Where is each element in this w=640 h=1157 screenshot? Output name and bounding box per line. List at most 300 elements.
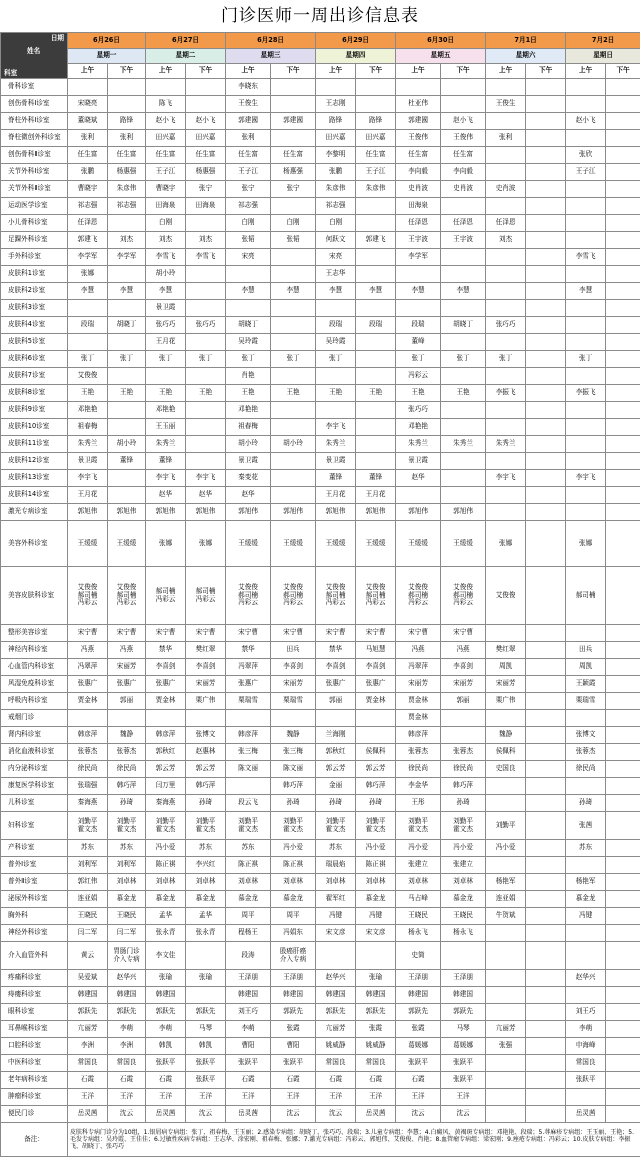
doctor-name: 冯小爱 <box>396 844 440 851</box>
doctor-cell <box>356 891 396 908</box>
doctor-cell <box>68 1055 108 1072</box>
doctor-name: 郭云芳 <box>316 765 355 772</box>
doctor-cell <box>606 300 640 317</box>
table-row <box>1 659 640 676</box>
doctor-cell <box>606 795 640 812</box>
doctor-cell <box>271 232 316 249</box>
doctor-name: 宋亮 <box>316 253 355 260</box>
doctor-name: 艾俊俊 <box>271 584 315 591</box>
doctor-cell <box>186 874 226 891</box>
dept-cell: 老年病科诊室 <box>1 1072 68 1089</box>
doctor-cell <box>396 874 441 891</box>
dept-cell: 呼吸内科诊室 <box>1 693 68 710</box>
doctor-cell <box>271 1038 316 1055</box>
doctor-name: 王艳 <box>146 389 185 396</box>
doctor-name: 韩建国 <box>271 991 315 998</box>
doctor-cell <box>486 1072 526 1089</box>
doctor-cell <box>186 96 226 113</box>
dept-cell: 泌尿外科诊室 <box>1 891 68 908</box>
doctor-cell <box>316 1106 356 1123</box>
doctor-cell <box>526 147 566 164</box>
doctor-name: 陈正祺 <box>226 861 270 868</box>
doctor-name: 韩建国 <box>316 991 355 998</box>
dept-cell: 皮肤科5诊室 <box>1 334 68 351</box>
doctor-cell <box>396 198 441 215</box>
doctor-name: 郭旭伟 <box>68 508 107 515</box>
doctor-name: 霍文杰 <box>356 826 395 833</box>
doctor-name: 石霞 <box>316 1076 355 1083</box>
doctor-cell <box>186 710 226 727</box>
doctor-name: 李慧 <box>396 287 440 294</box>
doctor-cell <box>226 908 271 925</box>
doctor-name: 苏东 <box>186 844 225 851</box>
doctor-cell <box>226 795 271 812</box>
doctor-cell <box>486 727 526 744</box>
doctor-cell <box>271 385 316 402</box>
doctor-name: 赵华兴 <box>316 974 355 981</box>
doctor-name: 石霞 <box>271 1076 315 1083</box>
doctor-cell <box>146 778 186 795</box>
doctor-cell <box>356 1004 396 1021</box>
dept-cell: 皮肤科8诊室 <box>1 385 68 402</box>
doctor-cell <box>606 840 640 857</box>
doctor-name: 张惠广 <box>316 680 355 687</box>
doctor-cell <box>486 300 526 317</box>
doctor-name: 杨永飞 <box>396 929 440 936</box>
doctor-cell <box>271 470 316 487</box>
doctor-cell <box>441 385 486 402</box>
doctor-cell <box>526 368 566 385</box>
doctor-name: 张巧巧 <box>186 321 225 328</box>
table-row <box>1 368 640 385</box>
table-row <box>1 113 640 130</box>
doctor-name: 王艳 <box>356 389 395 396</box>
doctor-cell <box>441 419 486 436</box>
doctor-cell <box>68 164 108 181</box>
doctor-cell <box>146 79 186 96</box>
doctor-name: 路锋 <box>108 117 145 124</box>
doctor-cell <box>526 164 566 181</box>
dept-cell: 皮肤科10诊室 <box>1 419 68 436</box>
doctor-name: 韩巧萍 <box>271 782 315 789</box>
table-row <box>1 795 640 812</box>
doctor-name: 慕金龙 <box>108 895 145 902</box>
doctor-cell <box>486 453 526 470</box>
doctor-cell <box>441 1072 486 1089</box>
doctor-name: 韩彦萍 <box>68 731 107 738</box>
doctor-name: 李萌 <box>146 1025 185 1032</box>
doctor-cell <box>566 942 606 970</box>
doctor-name: 张巧巧 <box>396 406 440 413</box>
doctor-name: 张蓉杰 <box>108 748 145 755</box>
doctor-cell <box>186 113 226 130</box>
doctor-name: 周平 <box>271 912 315 919</box>
doctor-cell <box>606 778 640 795</box>
doctor-cell <box>316 1055 356 1072</box>
doctor-cell <box>566 778 606 795</box>
doctor-name: 杨艳军 <box>486 878 525 885</box>
doctor-name: 刘利军 <box>68 861 107 868</box>
doctor-cell <box>186 567 226 625</box>
doctor-cell <box>356 198 396 215</box>
doctor-cell <box>108 385 146 402</box>
doctor-name: 任生富 <box>186 151 225 158</box>
doctor-cell <box>316 567 356 625</box>
dept-cell: 神经内科诊室 <box>1 642 68 659</box>
dept-cell: 康复医学科诊室 <box>1 778 68 795</box>
doctor-cell <box>486 1004 526 1021</box>
doctor-name: 郭跃先 <box>271 1008 315 1015</box>
pm-header: 下午 <box>441 64 486 79</box>
pm-header: 下午 <box>108 64 146 79</box>
dept-cell: 小儿骨科诊室 <box>1 215 68 232</box>
doctor-cell <box>441 891 486 908</box>
doctor-name: 冯小爱 <box>271 844 315 851</box>
doctor-cell <box>146 693 186 710</box>
doctor-cell <box>486 744 526 761</box>
doctor-name: 路锋 <box>356 117 395 124</box>
doctor-cell <box>316 147 356 164</box>
doctor-cell <box>108 908 146 925</box>
doctor-cell <box>226 147 271 164</box>
doctor-cell <box>566 1021 606 1038</box>
doctor-name: 张建立 <box>441 861 485 868</box>
doctor-cell <box>566 470 606 487</box>
doctor-cell <box>108 625 146 642</box>
doctor-cell <box>526 470 566 487</box>
table-row <box>1 96 640 113</box>
doctor-cell <box>68 795 108 812</box>
doctor-cell <box>526 676 566 693</box>
doctor-name: 王志刚 <box>316 100 355 107</box>
doctor-cell <box>316 79 356 96</box>
doctor-name: 吴玲霞 <box>226 338 270 345</box>
doctor-name: 郭跃先 <box>441 1008 485 1015</box>
doctor-name: 刘勤平 <box>186 818 225 825</box>
doctor-name: 李慧 <box>316 287 355 294</box>
doctor-cell <box>186 215 226 232</box>
doctor-cell <box>526 266 566 283</box>
doctor-name: 瑞晨焰 <box>316 861 355 868</box>
doctor-cell <box>316 470 356 487</box>
doctor-cell <box>441 874 486 891</box>
doctor-cell <box>606 113 640 130</box>
doctor-cell <box>441 761 486 778</box>
doctor-cell <box>68 470 108 487</box>
doctor-cell <box>271 1055 316 1072</box>
doctor-name: 张丁 <box>226 355 270 362</box>
doctor-cell <box>566 232 606 249</box>
doctor-name: 张鹏 <box>316 168 355 175</box>
pm-header: 下午 <box>271 64 316 79</box>
doctor-name: 郭旭伟 <box>271 508 315 515</box>
doctor-name: 宋晓亮 <box>68 100 107 107</box>
doctor-cell <box>68 419 108 436</box>
doctor-name: 朱秀兰 <box>146 440 185 447</box>
doctor-cell <box>316 693 356 710</box>
doctor-cell <box>146 402 186 419</box>
doctor-name: 张跃平 <box>226 1059 270 1066</box>
doctor-cell <box>316 891 356 908</box>
doctor-name: 祁志强 <box>316 202 355 209</box>
doctor-cell <box>146 317 186 334</box>
doctor-name: 肖艳 <box>226 372 270 379</box>
date-header: 6月29日 <box>316 33 396 49</box>
doctor-name: 冯翠萍 <box>226 663 270 670</box>
doctor-cell <box>146 625 186 642</box>
doctor-cell <box>226 659 271 676</box>
doctor-cell <box>486 470 526 487</box>
weekday-header: 星期二 <box>146 49 226 64</box>
dept-cell: 皮肤科2诊室 <box>1 283 68 300</box>
doctor-name: 张霞 <box>396 1025 440 1032</box>
doctor-cell <box>566 676 606 693</box>
doctor-cell <box>441 334 486 351</box>
doctor-cell <box>186 317 226 334</box>
doctor-name: 慕金龙 <box>441 895 485 902</box>
dept-cell: 普外Ⅰ诊室 <box>1 857 68 874</box>
doctor-name: 贾金林 <box>68 697 107 704</box>
doctor-cell <box>316 436 356 453</box>
doctor-name: 张娜 <box>186 540 225 547</box>
doctor-name: 白刚 <box>146 219 185 226</box>
doctor-name: 王洋 <box>226 1093 270 1100</box>
doctor-cell <box>146 1004 186 1021</box>
doctor-cell <box>146 1021 186 1038</box>
doctor-cell <box>486 385 526 402</box>
doctor-name: 张巧巧 <box>146 321 185 328</box>
doctor-name: 王泽朋 <box>226 974 270 981</box>
doctor-name: 郭旭伟 <box>146 508 185 515</box>
doctor-name: 宋宁曹 <box>271 629 315 636</box>
doctor-cell <box>226 164 271 181</box>
doctor-name: 王宇波 <box>396 236 440 243</box>
doctor-cell <box>486 625 526 642</box>
doctor-name: 连亚娟 <box>486 895 525 902</box>
pm-header: 下午 <box>606 64 640 79</box>
table-row <box>1 891 640 908</box>
doctor-name: 张利 <box>108 134 145 141</box>
doctor-cell <box>108 504 146 521</box>
weekday-header: 星期日 <box>566 49 640 64</box>
doctor-cell <box>68 1038 108 1055</box>
doctor-name: 张瑞强 <box>68 782 107 789</box>
dept-cell: 中医科诊室 <box>1 1055 68 1072</box>
doctor-name: 霍文杰 <box>441 826 485 833</box>
doctor-name: 张鹏 <box>68 168 107 175</box>
doctor-name: 艾俊俊 <box>108 584 145 591</box>
doctor-name: 郝司楠 <box>316 592 355 599</box>
doctor-cell <box>441 147 486 164</box>
doctor-cell <box>271 521 316 567</box>
doctor-cell <box>441 470 486 487</box>
doctor-name: 王洋 <box>146 1093 185 1100</box>
doctor-cell <box>226 249 271 266</box>
doctor-name: 陈正祺 <box>146 861 185 868</box>
doctor-name: 王俊伟 <box>396 134 440 141</box>
doctor-name: 段瑞 <box>396 321 440 328</box>
doctor-cell <box>146 1038 186 1055</box>
doctor-cell <box>526 812 566 840</box>
doctor-name: 王缓缓 <box>108 540 145 547</box>
doctor-cell <box>566 147 606 164</box>
doctor-name: 刘勤平 <box>68 818 107 825</box>
doctor-name: 郝司楠 <box>108 592 145 599</box>
dept-cell: 皮肤科12诊室 <box>1 453 68 470</box>
doctor-name: 王俊生 <box>486 100 525 107</box>
doctor-cell <box>226 181 271 198</box>
doctor-cell <box>271 987 316 1004</box>
doctor-cell <box>606 164 640 181</box>
doctor-cell <box>226 970 271 987</box>
doctor-cell <box>316 181 356 198</box>
doctor-cell <box>486 812 526 840</box>
doctor-cell <box>441 1055 486 1072</box>
doctor-cell <box>356 215 396 232</box>
doctor-cell <box>356 1038 396 1055</box>
doctor-cell <box>566 96 606 113</box>
doctor-cell <box>108 925 146 942</box>
doctor-cell <box>68 857 108 874</box>
doctor-name: 王月花 <box>356 491 395 498</box>
dept-cell: 足踝外科诊室 <box>1 232 68 249</box>
doctor-cell <box>108 164 146 181</box>
dept-cell: 耳鼻喉科诊室 <box>1 1021 68 1038</box>
doctor-cell <box>146 215 186 232</box>
doctor-cell <box>316 1089 356 1106</box>
doctor-name: 郭丽 <box>441 697 485 704</box>
doctor-cell <box>68 283 108 300</box>
doctor-cell <box>486 659 526 676</box>
doctor-cell <box>606 659 640 676</box>
doctor-cell <box>316 215 356 232</box>
table-row <box>1 470 640 487</box>
doctor-cell <box>526 96 566 113</box>
doctor-cell <box>226 1004 271 1021</box>
doctor-cell <box>606 727 640 744</box>
doctor-cell <box>226 419 271 436</box>
doctor-cell <box>316 402 356 419</box>
doctor-cell <box>566 1055 606 1072</box>
doctor-cell <box>441 795 486 812</box>
doctor-name: 常国良 <box>566 1059 605 1066</box>
doctor-cell <box>356 317 396 334</box>
doctor-name: 李宇飞 <box>146 474 185 481</box>
doctor-name: 赵华 <box>396 474 440 481</box>
doctor-name: 李振飞 <box>486 389 525 396</box>
doctor-cell <box>606 402 640 419</box>
doctor-name: 任生富 <box>68 151 107 158</box>
doctor-name: 王晓民 <box>441 912 485 919</box>
doctor-name: 李学军 <box>108 253 145 260</box>
doctor-name: 王缓缓 <box>316 540 355 547</box>
doctor-cell <box>108 453 146 470</box>
doctor-name: 杨艳军 <box>566 878 605 885</box>
table-row <box>1 147 640 164</box>
doctor-cell <box>441 840 486 857</box>
doctor-name: 宋丽芳 <box>486 680 525 687</box>
doctor-cell <box>186 470 226 487</box>
doctor-cell <box>316 676 356 693</box>
doctor-name: 史肖波 <box>486 185 525 192</box>
doctor-cell <box>68 453 108 470</box>
doctor-cell <box>356 567 396 625</box>
doctor-name: 宋宁曹 <box>226 629 270 636</box>
doctor-cell <box>68 402 108 419</box>
doctor-name: 冯彩云 <box>356 599 395 606</box>
doctor-cell <box>356 130 396 147</box>
doctor-cell <box>68 840 108 857</box>
doctor-name: 冯燕 <box>68 646 107 653</box>
doctor-cell <box>186 368 226 385</box>
doctor-name: 张利 <box>68 134 107 141</box>
doctor-name: 张丁 <box>396 355 440 362</box>
doctor-cell <box>68 625 108 642</box>
doctor-cell <box>441 232 486 249</box>
doctor-name: 任生富 <box>396 151 440 158</box>
doctor-cell <box>396 436 441 453</box>
doctor-cell <box>316 727 356 744</box>
doctor-name: 冯彩云 <box>271 599 315 606</box>
doctor-cell <box>226 891 271 908</box>
pm-header: 下午 <box>186 64 226 79</box>
doctor-cell <box>396 1004 441 1021</box>
doctor-cell <box>441 925 486 942</box>
doctor-cell <box>146 232 186 249</box>
doctor-cell <box>186 908 226 925</box>
doctor-cell <box>606 1089 640 1106</box>
doctor-name: 霍文杰 <box>396 826 440 833</box>
doctor-cell <box>316 795 356 812</box>
table-row <box>1 1038 640 1055</box>
doctor-name: 慕金龙 <box>186 895 225 902</box>
doctor-name: 郭建飞 <box>356 236 395 243</box>
doctor-name: 胃肠门诊 <box>108 948 145 955</box>
doctor-name: 苏东 <box>68 844 107 851</box>
doctor-name: 刘王巧 <box>566 1008 605 1015</box>
doctor-cell <box>226 761 271 778</box>
doctor-name: 沈云 <box>396 1110 440 1117</box>
doctor-cell <box>606 130 640 147</box>
table-row <box>1 215 640 232</box>
doctor-cell <box>271 215 316 232</box>
doctor-cell <box>526 744 566 761</box>
doctor-cell <box>316 925 356 942</box>
doctor-cell <box>68 778 108 795</box>
doctor-name: 徐民尚 <box>441 765 485 772</box>
doctor-cell <box>186 453 226 470</box>
doctor-cell <box>186 857 226 874</box>
doctor-cell <box>108 1021 146 1038</box>
doctor-cell <box>108 266 146 283</box>
doctor-cell <box>146 908 186 925</box>
doctor-name: 刘勤平 <box>146 818 185 825</box>
dept-cell: 整形美容诊室 <box>1 625 68 642</box>
doctor-cell <box>108 317 146 334</box>
doctor-name: 郭旭伟 <box>186 508 225 515</box>
doctor-cell <box>186 778 226 795</box>
doctor-name: 胡小玲 <box>108 440 145 447</box>
doctor-cell <box>441 1021 486 1038</box>
doctor-name: 王艳 <box>441 389 485 396</box>
table-row <box>1 232 640 249</box>
doctor-cell <box>356 676 396 693</box>
doctor-cell <box>396 487 441 504</box>
doctor-cell <box>146 198 186 215</box>
doctor-name: 刘卓林 <box>356 878 395 885</box>
doctor-name: 李慧 <box>566 287 605 294</box>
doctor-cell <box>316 266 356 283</box>
